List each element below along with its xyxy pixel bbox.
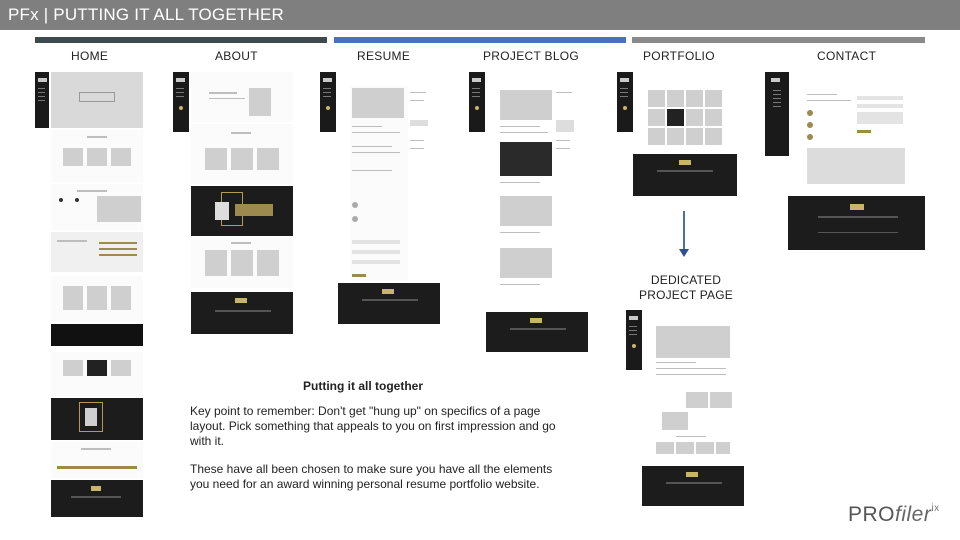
arrow-line [683, 211, 685, 251]
about-section-team [191, 238, 293, 288]
home-section-banner [51, 324, 143, 346]
resume-content [350, 86, 408, 281]
blog-post-image-3 [500, 196, 552, 226]
dedicated-hero-image [656, 326, 730, 358]
dedicated-project-page-thumbnail [626, 310, 744, 506]
nav-label-contact: CONTACT [817, 49, 877, 63]
notes-paragraph-2: These have all been chosen to make sure you have all the elements you need for an award winning personal resume portfolio website. [190, 462, 553, 491]
home-section-contact [51, 442, 143, 478]
contact-page-thumbnail [765, 72, 925, 250]
logo-part-filer: filer [895, 503, 932, 526]
project-blog-page-thumbnail [469, 72, 579, 312]
nav-label-home: HOME [71, 49, 109, 63]
column-bar-dark [35, 37, 327, 43]
logo-part-pro: PRO [848, 503, 896, 526]
about-footer [191, 292, 293, 334]
home-hero [51, 72, 143, 128]
contact-sidebar [765, 72, 789, 156]
logo-part-ix: ix [931, 503, 940, 514]
slide-title: PFx | PUTTING IT ALL TOGETHER [8, 5, 284, 24]
project-blog-footer [486, 312, 588, 352]
home-section-projects [51, 276, 143, 322]
resume-footer [338, 283, 440, 324]
home-section-services [51, 184, 143, 230]
dedicated-project-page-label [626, 273, 746, 303]
notes-heading: Putting it all together [303, 379, 423, 393]
contact-footer [788, 196, 925, 250]
portfolio-sidebar [617, 72, 633, 132]
nav-label-resume: RESUME [357, 49, 411, 63]
blog-post-image-1 [500, 90, 552, 120]
nav-label-project-blog: PROJECT BLOG [483, 49, 580, 63]
blog-post-image-2 [500, 142, 552, 176]
home-sidebar [35, 72, 49, 128]
contact-form [857, 94, 907, 144]
dedicated-footer [642, 466, 744, 506]
portfolio-footer [633, 154, 737, 196]
home-page-thumbnail [35, 72, 143, 517]
about-sidebar [173, 72, 189, 132]
contact-info [807, 92, 857, 142]
home-section-cta [51, 398, 143, 440]
dedicated-label-text: DEDICATED PROJECT PAGE [639, 273, 733, 302]
notes-paragraph-1: Key point to remember: Don't get "hung up" on specifics of a page layout. Pick something that appeals to you on first impression and go with it. [190, 404, 556, 448]
contact-map [807, 148, 905, 184]
resume-sidebar [320, 72, 336, 132]
blog-side-column [556, 90, 576, 190]
home-section-featured [51, 130, 143, 182]
about-page-thumbnail [173, 72, 293, 334]
profilerix-logo [848, 503, 940, 527]
about-section-skills [191, 124, 293, 184]
arrow-down-icon [679, 249, 689, 257]
home-section-blog [51, 352, 143, 396]
column-bar-blue [334, 37, 626, 43]
portfolio-page-thumbnail [617, 72, 737, 196]
nav-label-about: ABOUT [215, 49, 258, 63]
dedicated-sidebar [626, 310, 642, 370]
blog-sidebar [469, 72, 485, 132]
about-section-feature [191, 186, 293, 236]
nav-label-portfolio: PORTFOLIO [643, 49, 715, 63]
about-intro [191, 72, 293, 122]
resume-side-column [410, 90, 430, 190]
title-bar [0, 0, 960, 30]
home-section-testimonial [51, 232, 143, 272]
home-footer [51, 480, 143, 517]
blog-post-image-4 [500, 248, 552, 278]
column-bar-gray [632, 37, 925, 43]
